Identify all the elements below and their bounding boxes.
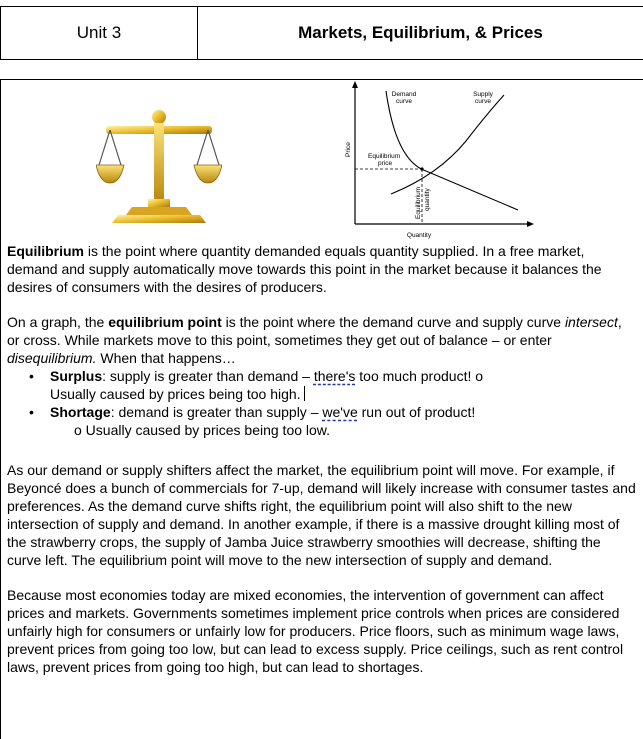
page-title: Markets, Equilibrium, & Prices <box>298 23 543 42</box>
supply-demand-graph <box>338 79 538 243</box>
bullet-shortage: • Shortage: demand is greater than supply – we've run out of product! <box>29 404 476 420</box>
supply-curve <box>391 95 504 194</box>
eq-quantity-label-2: quantity <box>424 188 431 211</box>
demand-label-1: Demand <box>391 91 417 98</box>
equilibrium-point <box>420 167 423 170</box>
eq-quantity-label-1: Equilibrium <box>415 186 422 219</box>
unit-label: Unit 3 <box>1 7 198 59</box>
supply-label-2: curve <box>475 98 491 105</box>
bullet-surplus: • Surplus: supply is greater than demand – there's too much product! o <box>29 368 484 384</box>
body-text <box>7 242 637 676</box>
surplus-subpoint: Usually caused by prices being too high. <box>7 385 637 403</box>
paragraph-equilibrium-point: On a graph, the equilibrium point is the point where the demand curve and supply curve intersect, or cross. While markets move to this point, sometimes they get out of balance – or enter disequilibrium. When that happens… <box>7 314 622 366</box>
y-axis-label: Price <box>345 142 352 157</box>
balance-scale-icon <box>96 103 222 229</box>
text-cursor <box>304 386 305 401</box>
eq-price-label-2: price <box>378 160 393 167</box>
supply-label-1: Supply <box>473 91 493 98</box>
demand-curve <box>386 91 518 210</box>
paragraph-shifters: As our demand or supply shifters affect the market, the equilibrium point will move. For example, if Beyoncé does a bunch of commercials for 7-up, demand will likely increase with consumer tastes and preferences. As the demand curve shifts right, the equilibrium point will also shift to the new intersection of supply and demand. In another example, if there is a massive drought killing most of the strawberry crops, the supply of Jamba Juice strawberry smoothies will decrease, shifting the curve left. The equilibrium point will move to the new intersection of supply and demand. <box>7 462 636 568</box>
paragraph-government: Because most economies today are mixed economies, the intervention of government can affect prices and markets. Governments sometimes implement price controls when prices are considered unfairly high for consumers or unfairly low for producers. Price floors, such as minimum wage laws, prevent prices from going too low, but can lead to excess supply. Price ceilings, such as rent control laws, prevent prices from going too high, but can lead to shortages. <box>7 587 624 675</box>
paragraph-equilibrium: Equilibrium is the point where quantity demanded equals quantity supplied. In a free market, demand and supply automatically move towards this point in the market because it balances the desires of consumers with the desires of producers. <box>7 243 602 295</box>
header-table <box>0 6 643 60</box>
demand-label-2: curve <box>396 98 412 105</box>
shortage-subpoint: o Usually caused by prices being too low. <box>74 422 331 438</box>
eq-price-label-1: Equilibrium <box>368 153 401 160</box>
x-axis-label: Quantity <box>406 232 432 239</box>
